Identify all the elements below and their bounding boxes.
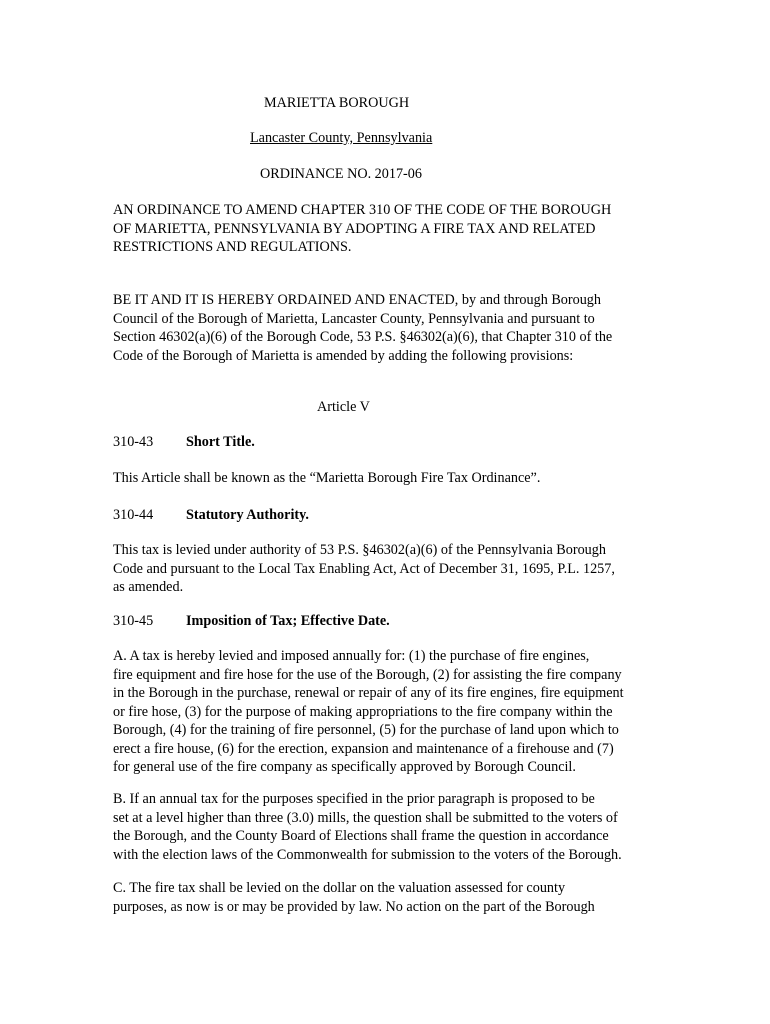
paragraph-line: A. A tax is hereby levied and imposed annually for: (1) the purchase of fire engines, (113, 648, 590, 664)
paragraph-a (113, 647, 658, 777)
title-line: AN ORDINANCE TO AMEND CHAPTER 310 OF THE CODE OF THE BOROUGH (113, 202, 612, 218)
paragraph-line: erect a fire house, (6) for the erection, expansion and maintenance of a firehouse and (7) (113, 740, 614, 757)
section-body (113, 541, 658, 597)
section-title: Imposition of Tax; Effective Date. (186, 613, 390, 629)
section-line: Code and pursuant to the Local Tax Enabling Act, Act of December 31, 1695, P.L. 1257, (113, 560, 615, 577)
paragraph-line: C. The fire tax shall be levied on the dollar on the valuation assessed for county (113, 880, 566, 896)
section-line: This Article shall be known as the “Marietta Borough Fire Tax Ordinance”. (113, 470, 541, 486)
paragraph-line: B. If an annual tax for the purposes specified in the prior paragraph is proposed to be (113, 791, 595, 807)
section-body (113, 469, 658, 488)
section-number: 310-44 (113, 507, 154, 523)
paragraph-c (113, 879, 658, 916)
ordinance-title (113, 201, 658, 257)
section-number: 310-43 (113, 434, 154, 450)
section-number: 310-45 (113, 613, 154, 629)
enactment-clause (113, 291, 658, 365)
ordinance-number: ORDINANCE NO. 2017-06 (260, 166, 422, 182)
section-line: This tax is levied under authority of 53 P.S. §46302(a)(6) of the Pennsylvania Borough (113, 542, 606, 558)
enactment-line: Code of the Borough of Marietta is amended by adding the following provisions: (113, 347, 574, 364)
title-line: OF MARIETTA, PENNSYLVANIA BY ADOPTING A FIRE TAX AND RELATED (113, 220, 596, 237)
paragraph-b (113, 790, 658, 864)
paragraph-line: set at a level higher than three (3.0) mills, the question shall be submitted to the voters of (113, 809, 618, 826)
section-title: Statutory Authority. (186, 507, 309, 523)
paragraph-line: Borough, (4) for the training of fire personnel, (5) for the purchase of land upon which to (113, 722, 619, 738)
section-title: Short Title. (186, 434, 255, 450)
paragraph-line: with the election laws of the Commonwealth for submission to the voters of the Borough. (113, 846, 622, 863)
enactment-line: Council of the Borough of Marietta, Lancaster County, Pennsylvania and pursuant to (113, 310, 595, 327)
paragraph-line: the Borough, and the County Board of Elections shall frame the question in accordance (113, 828, 609, 844)
municipality-heading: MARIETTA BOROUGH (264, 95, 410, 111)
paragraph-line: purposes, as now is or may be provided by law. No action on the part of the Borough (113, 898, 595, 915)
paragraph-line: fire equipment and fire hose for the use of the Borough, (2) for assisting the fire company (113, 666, 622, 683)
title-line: RESTRICTIONS AND REGULATIONS. (113, 239, 352, 255)
enactment-line: BE IT AND IT IS HEREBY ORDAINED AND ENACTED, by and through Borough (113, 292, 601, 308)
section-line: as amended. (113, 579, 184, 595)
county-heading: Lancaster County, Pennsylvania (250, 130, 433, 146)
paragraph-line: in the Borough in the purchase, renewal or repair of any of its fire engines, fire equipment (113, 685, 624, 701)
paragraph-line: or fire hose, (3) for the purpose of making appropriations to the fire company within the (113, 703, 613, 720)
enactment-line: Section 46302(a)(6) of the Borough Code, 53 P.S. §46302(a)(6), that Chapter 310 of the (113, 329, 613, 345)
article-heading: Article V (317, 399, 370, 415)
paragraph-line: for general use of the fire company as specifically approved by Borough Council. (113, 759, 576, 775)
